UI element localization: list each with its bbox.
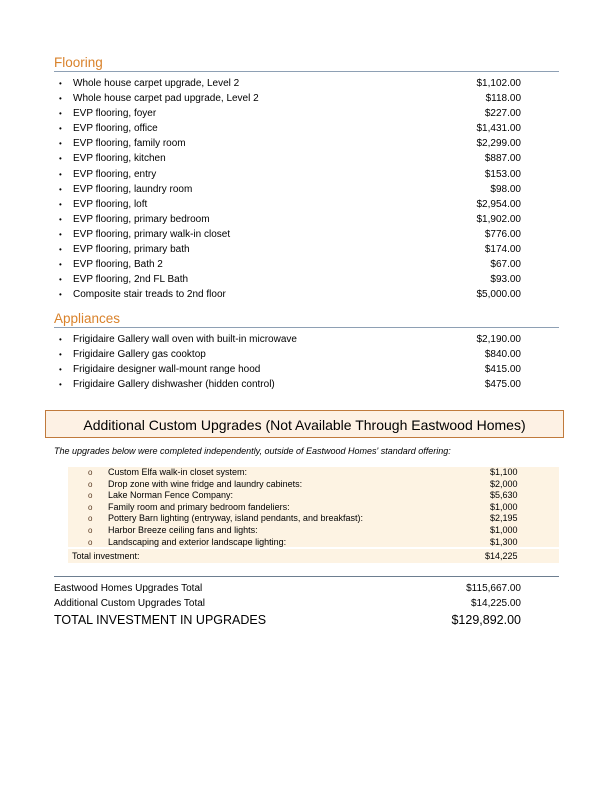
item-price: $887.00 [484, 153, 521, 165]
flooring-heading: Flooring [54, 55, 103, 70]
appliances-list [54, 332, 524, 392]
item-price: $1,902.00 [476, 213, 521, 225]
totals-rule [54, 576, 559, 577]
item-price: $840.00 [484, 349, 521, 361]
item-label: EVP flooring, foyer [73, 108, 157, 120]
bullet-icon: • [59, 109, 62, 119]
item-price: $475.00 [484, 379, 521, 391]
circle-bullet-icon: o [88, 525, 93, 535]
bullet-icon: • [59, 79, 62, 88]
custom-upgrade-item [68, 525, 559, 537]
appliance-item [54, 347, 524, 362]
circle-bullet-icon: o [88, 491, 93, 501]
bullet-icon: • [59, 275, 62, 285]
bullet-icon: • [59, 335, 62, 344]
custom-item-price: $1,100 [490, 467, 518, 477]
custom-item-price: $2,195 [490, 513, 518, 524]
bullet-icon: • [59, 199, 62, 209]
item-price: $118.00 [485, 93, 521, 105]
bullet-icon: • [59, 350, 62, 360]
eastwood-total-value: $115,667.00 [466, 583, 521, 594]
custom-item-price: $5,630 [490, 490, 518, 501]
custom-total-label: Additional Custom Upgrades Total [54, 597, 206, 609]
item-label: Frigidaire designer wall-mount range hood [73, 364, 261, 376]
custom-upgrade-item [68, 537, 559, 549]
appliance-item [54, 332, 524, 347]
item-label: EVP flooring, loft [73, 198, 148, 210]
item-label: Whole house carpet pad upgrade, Level 2 [73, 93, 259, 105]
item-price: $98.00 [490, 183, 521, 195]
item-label: EVP flooring, family room [73, 138, 186, 150]
item-price: $1,102.00 [476, 78, 521, 89]
item-price: $67.00 [490, 259, 521, 271]
bullet-icon: • [59, 229, 62, 239]
item-price: $2,190.00 [476, 334, 521, 345]
custom-total-value: $14,225.00 [470, 597, 521, 609]
item-price: $2,954.00 [476, 198, 521, 210]
bullet-icon: • [59, 169, 62, 179]
item-price: $1,431.00 [476, 123, 521, 135]
flooring-item [54, 121, 524, 136]
circle-bullet-icon: o [88, 468, 93, 477]
bullet-icon: • [59, 184, 62, 194]
item-label: Whole house carpet upgrade, Level 2 [73, 78, 240, 89]
custom-item-price: $1,000 [490, 501, 518, 512]
appliances-rule [54, 327, 559, 328]
item-label: EVP flooring, Bath 2 [73, 259, 163, 271]
flooring-rule [54, 71, 559, 72]
item-label: EVP flooring, entry [73, 168, 157, 180]
flooring-item [54, 76, 524, 91]
item-price: $174.00 [484, 244, 521, 256]
custom-item-label: Harbor Breeze ceiling fans and lights: [108, 524, 258, 535]
custom-item-price: $2,000 [490, 478, 518, 489]
bullet-icon: • [59, 245, 62, 255]
custom-item-label: Drop zone with wine fridge and laundry cabinets: [108, 478, 303, 489]
flooring-item [54, 257, 524, 272]
circle-bullet-icon: o [88, 479, 93, 489]
custom-item-label: Family room and primary bedroom fandeliers: [108, 501, 290, 512]
item-label: EVP flooring, office [73, 123, 158, 135]
item-price: $93.00 [490, 274, 521, 286]
bullet-icon: • [59, 260, 62, 270]
custom-upgrade-item [68, 467, 559, 479]
custom-item-label: Landscaping and exterior landscape lighting: [108, 536, 287, 547]
flooring-item [54, 182, 524, 197]
total-investment-label: Total investment: [72, 551, 140, 561]
custom-upgrade-item [68, 490, 559, 502]
item-label: Frigidaire Gallery wall oven with built-in microwave [73, 334, 297, 345]
item-label: EVP flooring, kitchen [73, 153, 166, 165]
custom-upgrade-item [68, 502, 559, 514]
appliances-heading: Appliances [54, 311, 121, 326]
flooring-item [54, 272, 524, 287]
item-label: EVP flooring, laundry room [73, 183, 193, 195]
item-label: Frigidaire Gallery dishwasher (hidden control) [73, 379, 275, 391]
flooring-item [54, 167, 524, 182]
item-price: $415.00 [484, 364, 521, 376]
custom-item-price: $1,000 [490, 524, 518, 535]
totals-block [54, 582, 524, 629]
bullet-icon: • [59, 94, 62, 104]
flooring-list [54, 76, 524, 302]
item-label: Composite stair treads to 2nd floor [73, 289, 226, 301]
flooring-item [54, 197, 524, 212]
flooring-item [54, 91, 524, 106]
grand-total-label: TOTAL INVESTMENT IN UPGRADES [54, 613, 267, 627]
custom-item-price: $1,300 [490, 536, 518, 547]
grand-total-value: $129,892.00 [451, 613, 521, 627]
custom-item-label: Pottery Barn lighting (entryway, island pendants, and breakfast): [108, 513, 363, 524]
eastwood-total-row [54, 582, 524, 597]
flooring-item [54, 151, 524, 166]
item-price: $776.00 [484, 228, 521, 240]
flooring-item [54, 242, 524, 257]
bullet-icon: • [59, 139, 62, 149]
circle-bullet-icon: o [88, 514, 93, 524]
item-price: $2,299.00 [476, 138, 521, 150]
bullet-icon: • [59, 124, 62, 134]
grand-total-row [54, 611, 524, 629]
custom-upgrades-list [68, 467, 559, 548]
custom-item-label: Custom Elfa walk-in closet system: [108, 467, 248, 477]
bullet-icon: • [59, 154, 62, 164]
bullet-icon: • [59, 380, 62, 390]
custom-upgrade-item [68, 479, 559, 491]
item-price: $153.00 [484, 168, 521, 180]
flooring-item [54, 287, 524, 302]
item-label: EVP flooring, 2nd FL Bath [73, 274, 189, 286]
item-label: EVP flooring, primary walk-in closet [73, 228, 231, 240]
appliance-item [54, 362, 524, 377]
custom-item-label: Lake Norman Fence Company: [108, 490, 234, 501]
custom-upgrades-intro: The upgrades below were completed independently, outside of Eastwood Homes' standard offering: [54, 446, 451, 456]
bullet-icon: • [59, 214, 62, 224]
custom-upgrades-callout: Additional Custom Upgrades (Not Available Through Eastwood Homes) [45, 410, 564, 438]
circle-bullet-icon: o [88, 502, 93, 512]
custom-total-row [54, 597, 524, 612]
flooring-item [54, 212, 524, 227]
flooring-item [54, 106, 524, 121]
total-investment-value: $14,225 [485, 551, 518, 561]
item-price: $227.00 [484, 108, 521, 120]
flooring-item [54, 136, 524, 151]
bullet-icon: • [59, 365, 62, 375]
item-label: Frigidaire Gallery gas cooktop [73, 349, 206, 361]
circle-bullet-icon: o [88, 537, 93, 547]
eastwood-total-label: Eastwood Homes Upgrades Total [54, 583, 203, 594]
item-price: $5,000.00 [476, 289, 521, 301]
custom-upgrade-item [68, 513, 559, 525]
item-label: EVP flooring, primary bedroom [73, 213, 210, 225]
item-label: EVP flooring, primary bath [73, 244, 190, 256]
appliance-item [54, 377, 524, 392]
flooring-item [54, 227, 524, 242]
bullet-icon: • [59, 290, 62, 300]
